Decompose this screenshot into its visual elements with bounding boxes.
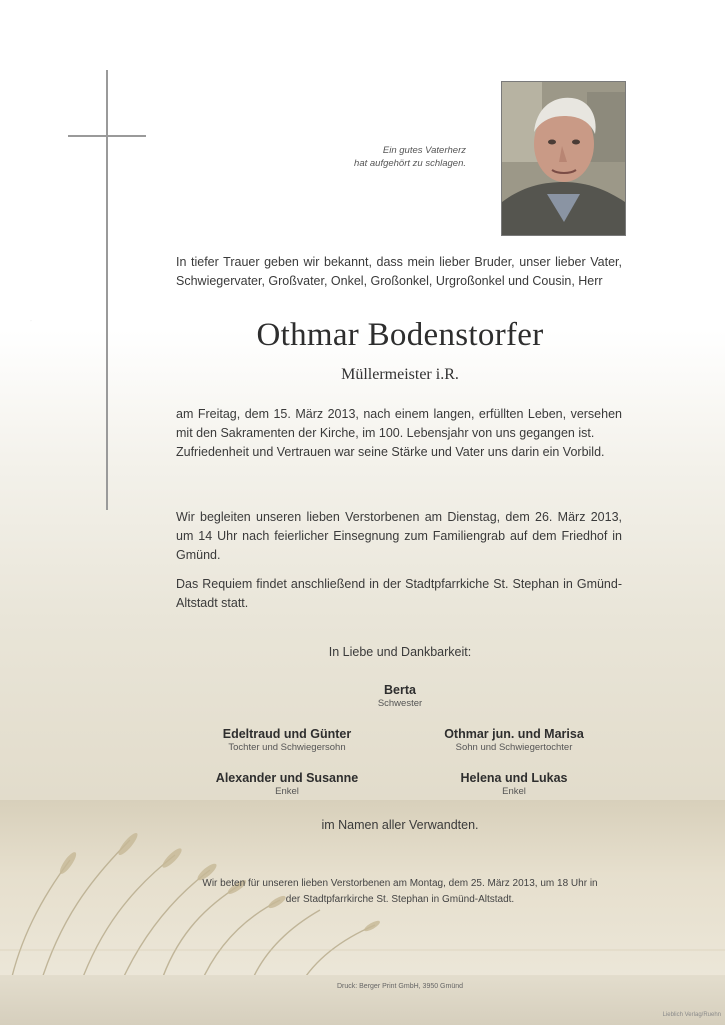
closing-line: In Liebe und Dankbarkeit: (328, 645, 472, 659)
deceased-name: Othmar Bodenstorfer (256, 317, 544, 353)
prayer-line: Wir beten für unseren lieben Verstorbenen am Montag, dem 25. März 2013, um 18 Uhr in (202, 878, 598, 889)
image-credit: Lieblich Verlag/Ruehn (662, 1012, 721, 1018)
tribute-text: Zufriedenheit und Vertrauen war seine Stärke und Vater uns darin ein Vorbild. (176, 445, 605, 459)
mourner-relation: Schwester (377, 698, 423, 709)
motto-line: Ein gutes Vaterherz (382, 145, 466, 156)
mourner-name: Helena und Lukas (460, 771, 568, 785)
portrait-photo (501, 81, 626, 236)
intro-text: In tiefer Trauer geben wir bekannt, dass mein lieber Bruder, unser lieber Vater, Schwiegervater, Großvater, Onkel, Großonkel, Urgroßonkel und Cousin, Herr (176, 255, 622, 288)
mourner-entry (384, 771, 644, 798)
mourner-relation: Enkel (502, 786, 526, 797)
mourner-entry (384, 727, 644, 754)
requiem-info: Das Requiem findet anschließend in der Stadtpfarrkiche St. Stephan in Gmünd-Altstadt statt. (176, 577, 622, 610)
mourner-entry (270, 683, 530, 710)
printer-imprint: Druck: Berger Print GmbH, 3950 Gmünd (336, 983, 464, 990)
mourner-relation: Enkel (275, 786, 299, 797)
mourner-relation: Sohn und Schwiegertochter (455, 742, 573, 753)
prayer-notice (150, 876, 650, 908)
prayer-line: der Stadtpfarrkirche St. Stephan in Gmünd-Altstadt. (285, 894, 515, 905)
mourner-entry (157, 771, 417, 798)
mourner-name: Edeltraud und Günter (222, 727, 352, 741)
announcement-text: am Freitag, dem 15. März 2013, nach einem langen, erfüllten Leben, versehen mit den Sakramenten der Kirche, im 100. Lebensjahr von uns gegangen ist. (176, 407, 622, 440)
cross-horizontal (68, 135, 146, 137)
all-relatives-line: im Namen aller Verwandten. (321, 818, 479, 832)
mourner-name: Alexander und Susanne (215, 771, 359, 785)
deceased-title: Müllermeister i.R. (341, 366, 459, 383)
motto (320, 144, 466, 170)
death-announcement (176, 405, 622, 462)
mourner-name: Othmar jun. und Marisa (444, 727, 584, 741)
mourner-name: Berta (384, 683, 416, 697)
motto-line: hat aufgehört zu schlagen. (354, 158, 466, 169)
mourner-relation: Tochter und Schwiegersohn (228, 742, 346, 753)
funeral-info: Wir begleiten unseren lieben Verstorbenen am Dienstag, dem 26. März 2013, um 14 Uhr nach feierlicher Einsegnung zum Familiengrab auf dem Friedhof in Gmünd. (176, 510, 622, 562)
portrait-illustration (502, 82, 625, 235)
mourner-entry (157, 727, 417, 754)
